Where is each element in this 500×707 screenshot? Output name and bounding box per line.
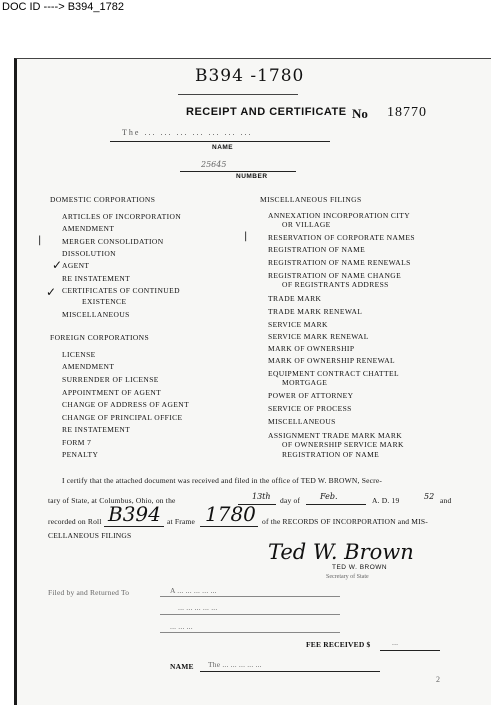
filed-line-1: A ... ... ... ... ... [170, 586, 217, 595]
misc-item: OR VILLAGE [282, 220, 331, 229]
printed-title: Secretary of State [326, 574, 369, 580]
domestic-item: MERGER CONSOLIDATION [62, 237, 164, 246]
cert-line-1: I certify that the attached document was received and filed in the office of TED W. BROWN, Secre- [62, 476, 383, 485]
misc-item: EQUIPMENT CONTRACT CHATTEL [268, 369, 399, 378]
cert-line-2d: and [440, 496, 452, 505]
cert-line-3c: of the RECORDS OF INCORPORATION and MIS- [262, 517, 428, 526]
misc-item: REGISTRATION OF NAME [268, 245, 366, 254]
cert-line-2c: A. D. 19 [372, 496, 400, 505]
filed-line-3: ... ... ... [170, 622, 193, 631]
frame-underline [200, 526, 258, 527]
name-line [110, 141, 330, 142]
foreign-item: LICENSE [62, 350, 96, 359]
misc-item: POWER OF ATTORNEY [268, 391, 354, 400]
cert-line-4: CELLANEOUS FILINGS [48, 531, 132, 540]
month-value: Feb. [320, 492, 338, 501]
domestic-item: AGENT [62, 261, 90, 270]
filed-underline-1 [160, 596, 340, 597]
domestic-item: ARTICLES OF INCORPORATION [62, 212, 182, 221]
domestic-item: EXISTENCE [82, 297, 127, 306]
foreign-item: SURRENDER OF LICENSE [62, 375, 159, 384]
foreign-item: APPOINTMENT OF AGENT [62, 388, 162, 397]
misc-item: ANNEXATION INCORPORATION CITY [268, 211, 411, 220]
frame-value: 1780 [205, 502, 256, 526]
name-footer-underline [200, 671, 380, 672]
foreign-item: RE INSTATEMENT [62, 425, 131, 434]
number-line [180, 171, 296, 172]
domestic-item: AMENDMENT [62, 224, 115, 233]
cert-line-2b: day of [280, 496, 301, 505]
foreign-title: FOREIGN CORPORATIONS [50, 333, 150, 342]
misc-item: MORTGAGE [282, 378, 328, 387]
filed-label: Filed by and Returned To [48, 588, 130, 597]
name-line-text: The ... ... ... ... ... ... ... [122, 128, 253, 137]
name-footer-label: NAME [170, 662, 194, 671]
misc-title: MISCELLANEOUS FILINGS [260, 195, 362, 204]
number-field-value: 25645 [201, 160, 227, 169]
foreign-item: CHANGE OF ADDRESS OF AGENT [62, 400, 190, 409]
number-label-field: NUMBER [236, 173, 268, 180]
foreign-item: PENALTY [62, 450, 99, 459]
misc-item: TRADE MARK [268, 294, 322, 303]
name-label: NAME [212, 144, 234, 151]
misc-item: OF OWNERSHIP SERVICE MARK [282, 440, 404, 449]
month-underline [306, 504, 366, 505]
year-value: 52 [424, 492, 435, 501]
misc-item: ASSIGNMENT TRADE MARK MARK [268, 431, 403, 440]
domestic-item: MISCELLANEOUS [62, 310, 130, 319]
corner-mark: 2 [436, 675, 440, 684]
filed-underline-3 [160, 632, 340, 633]
cert-line-3b: at Frame [167, 517, 196, 526]
fee-value: ... [392, 638, 399, 647]
misc-item: TRADE MARK RENEWAL [268, 307, 363, 316]
cert-line-2a: tary of State, at Columbus, Ohio, on the [48, 496, 176, 505]
misc-item: MARK OF OWNERSHIP [268, 344, 355, 353]
printed-name: TED W. BROWN [332, 564, 388, 571]
code-underline [178, 94, 298, 95]
tick-mark: | [38, 235, 42, 246]
domestic-item: CERTIFICATES OF CONTINUED [62, 286, 180, 295]
domestic-item: RE INSTATEMENT [62, 274, 131, 283]
check-mark-icon: ✓ [46, 285, 57, 299]
misc-item: MISCELLANEOUS [268, 417, 336, 426]
misc-item: SERVICE MARK [268, 320, 328, 329]
handwritten-code: B394 -1780 [195, 66, 305, 86]
misc-item: RESERVATION OF CORPORATE NAMES [268, 233, 415, 242]
filed-line-2: ... ... ... ... ... [178, 603, 218, 612]
misc-item: SERVICE MARK RENEWAL [268, 332, 369, 341]
document-title: RECEIPT AND CERTIFICATE [186, 106, 347, 118]
day-value: 13th [252, 492, 271, 501]
tick-mark: | [244, 231, 248, 242]
fee-underline [380, 650, 440, 651]
foreign-item: CHANGE OF PRINCIPAL OFFICE [62, 413, 183, 422]
fee-label: FEE RECEIVED $ [306, 640, 371, 649]
misc-item: REGISTRATION OF NAME RENEWALS [268, 258, 411, 267]
foreign-item: AMENDMENT [62, 362, 115, 371]
domestic-item: DISSOLUTION [62, 249, 116, 258]
misc-item: SERVICE OF PROCESS [268, 404, 352, 413]
filed-underline-2 [160, 614, 340, 615]
roll-underline [104, 526, 164, 527]
foreign-item: FORM 7 [62, 438, 92, 447]
misc-item: OF REGISTRANTS ADDRESS [282, 280, 389, 289]
misc-item: REGISTRATION OF NAME CHANGE [268, 271, 402, 280]
certificate-number: 18770 [387, 105, 427, 120]
cert-line-3a: recorded on Roll [48, 517, 102, 526]
number-label: No [352, 106, 368, 121]
signature: Ted W. Brown [268, 540, 414, 564]
domestic-title: DOMESTIC CORPORATIONS [50, 195, 156, 204]
check-mark-icon: ✓ [52, 258, 63, 272]
misc-item: REGISTRATION OF NAME [282, 450, 380, 459]
roll-value: B394 [108, 502, 161, 526]
misc-item: MARK OF OWNERSHIP RENEWAL [268, 356, 396, 365]
doc-id-label: DOC ID ----> B394_1782 [2, 1, 124, 13]
name-footer-value: The ... ... ... ... ... [208, 660, 262, 669]
